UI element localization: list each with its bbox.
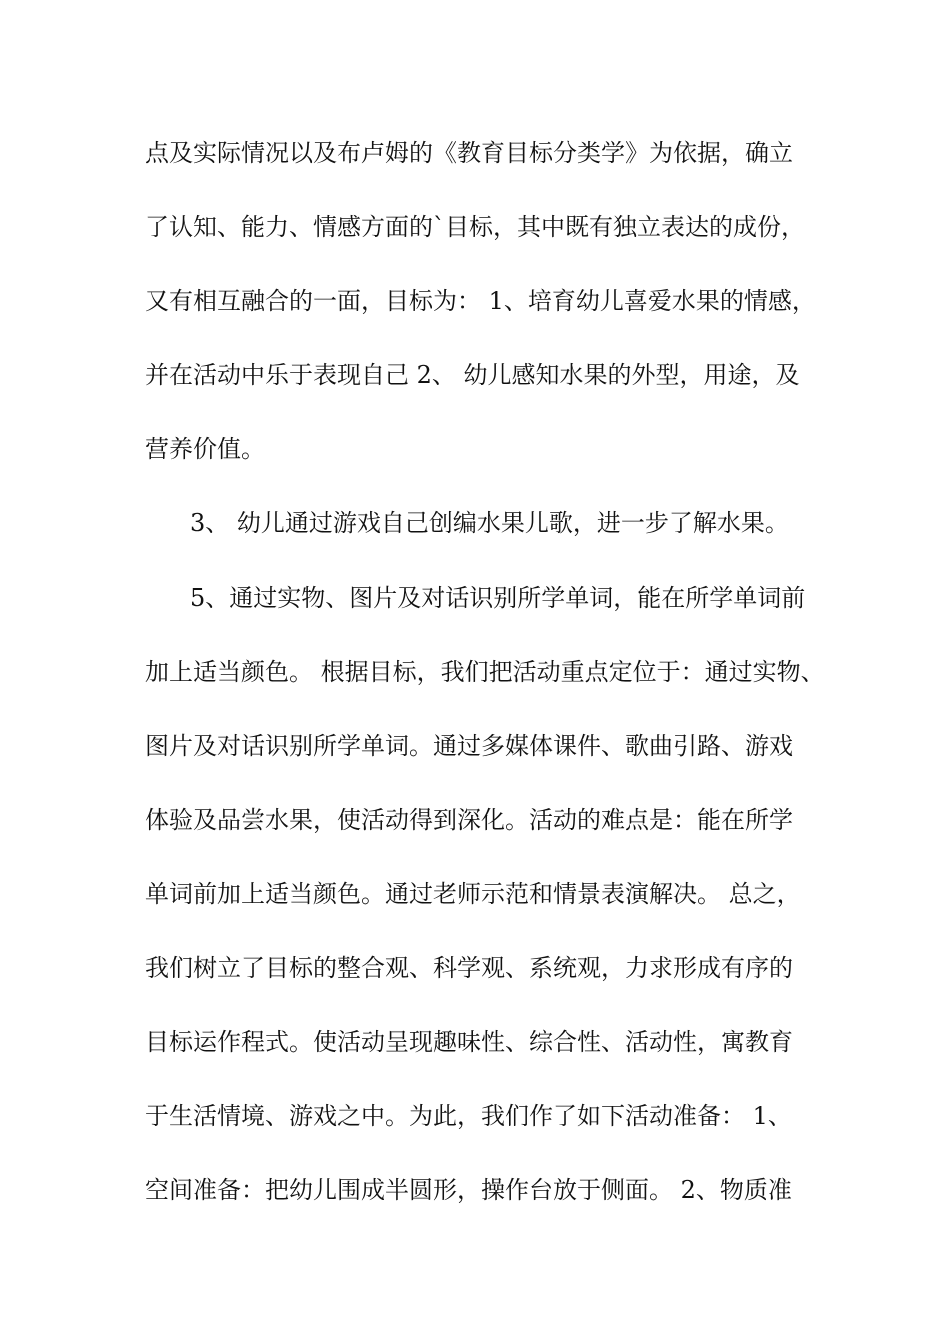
text-line: 了认知、能力、情感方面的`目标，其中既有独立表达的成份， (145, 213, 805, 241)
text-line: 又有相互融合的一面，目标为： 1、培育幼儿喜爱水果的情感， (145, 287, 816, 315)
text-line: 营养价值。 (145, 435, 265, 463)
text-line: 3、 幼儿通过游戏自己创编水果儿歌，进一步了解水果。 (190, 509, 789, 537)
text-line: 我们树立了目标的整合观、科学观、系统观，力求形成有序的 (145, 954, 793, 982)
text-line: 空间准备：把幼儿围成半圆形，操作台放于侧面。 2、物质准 (145, 1176, 792, 1204)
text-line: 单词前加上适当颜色。通过老师示范和情景表演解决。 总之， (145, 880, 801, 908)
text-line: 并在活动中乐于表现自己 2、 幼儿感知水果的外型，用途，及 (145, 361, 800, 389)
text-line: 目标运作程式。使活动呈现趣味性、综合性、活动性，寓教育 (145, 1028, 793, 1056)
text-line: 体验及品尝水果，使活动得到深化。活动的难点是：能在所学 (145, 806, 793, 834)
text-line: 图片及对话识别所学单词。通过多媒体课件、歌曲引路、游戏 (145, 732, 793, 760)
text-line: 于生活情境、游戏之中。为此，我们作了如下活动准备： 1、 (145, 1102, 792, 1130)
text-line: 加上适当颜色。 根据目标，我们把活动重点定位于：通过实物、 (145, 658, 825, 686)
text-line: 点及实际情况以及布卢姆的《教育目标分类学》为依据，确立 (145, 139, 793, 167)
text-line: 5、通过实物、图片及对话识别所学单词，能在所学单词前 (190, 584, 806, 612)
